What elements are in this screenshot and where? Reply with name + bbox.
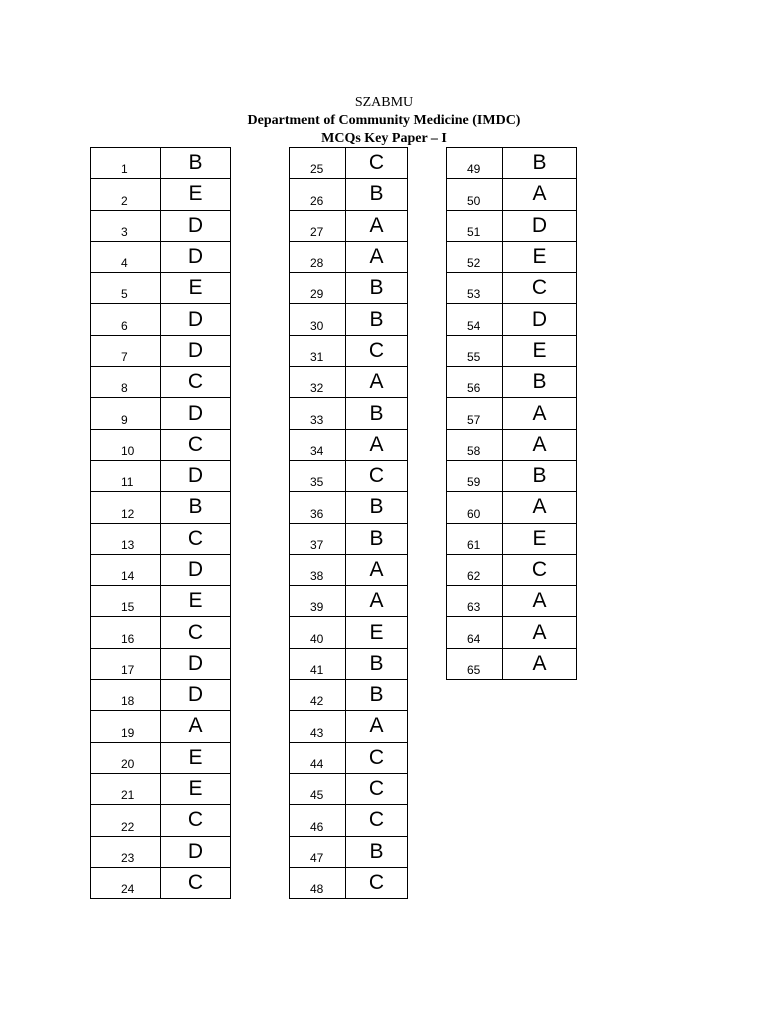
answer-letter: D [161,398,231,429]
answer-letter: B [161,492,231,523]
answer-letter: C [346,148,408,179]
question-number: 52 [447,241,503,272]
answer-letter: C [161,523,231,554]
answer-letter: B [346,836,408,867]
answer-letter: A [346,241,408,272]
answer-letter: D [503,304,577,335]
answer-letter: E [503,335,577,366]
answer-row [447,367,577,398]
answer-letter: C [346,742,408,773]
question-number: 43 [290,711,346,742]
answer-letter: E [161,179,231,210]
department-name: Department of Community Medicine (IMDC) [247,113,521,128]
answer-letter: B [503,460,577,491]
answer-row [91,711,231,742]
question-number: 30 [290,304,346,335]
answer-letter: D [161,241,231,272]
question-number: 60 [447,492,503,523]
answer-row [91,554,231,585]
answer-row [290,148,408,179]
answer-row [91,335,231,366]
answer-letter: C [346,805,408,836]
answer-row [91,523,231,554]
question-number: 35 [290,460,346,491]
question-number: 15 [91,586,161,617]
answer-row [290,554,408,585]
question-number: 17 [91,648,161,679]
answer-letter: A [503,398,577,429]
question-number: 10 [91,429,161,460]
answer-row [91,805,231,836]
question-number: 42 [290,680,346,711]
question-number: 63 [447,586,503,617]
answer-row [290,492,408,523]
answer-row [447,554,577,585]
document-header [0,94,768,148]
institution-name: SZABMU [354,95,414,110]
question-number: 44 [290,742,346,773]
answer-row [91,648,231,679]
question-number: 9 [91,398,161,429]
answer-row [290,304,408,335]
question-number: 54 [447,304,503,335]
answer-letter: B [346,398,408,429]
answer-letter: A [503,492,577,523]
question-number: 22 [91,805,161,836]
answer-letter: E [161,742,231,773]
answer-row [91,241,231,272]
answer-letter: B [346,273,408,304]
question-number: 61 [447,523,503,554]
question-number: 18 [91,680,161,711]
answer-key-table-1 [90,147,231,899]
answer-row [91,429,231,460]
answer-letter: B [346,680,408,711]
question-number: 11 [91,460,161,491]
answer-row [91,273,231,304]
answer-row [290,836,408,867]
answer-row [91,836,231,867]
answer-letter: D [161,648,231,679]
answer-letter: E [161,586,231,617]
answer-row [447,429,577,460]
question-number: 2 [91,179,161,210]
question-number: 14 [91,554,161,585]
question-number: 34 [290,429,346,460]
question-number: 6 [91,304,161,335]
answer-letter: C [346,460,408,491]
question-number: 31 [290,335,346,366]
question-number: 7 [91,335,161,366]
question-number: 23 [91,836,161,867]
answer-letter: C [161,429,231,460]
answer-row [447,617,577,648]
answer-letter: B [346,304,408,335]
answer-row [290,335,408,366]
answer-letter: E [503,241,577,272]
question-number: 41 [290,648,346,679]
answer-row [91,460,231,491]
question-number: 25 [290,148,346,179]
question-number: 3 [91,210,161,241]
answer-letter: E [346,617,408,648]
answer-letter: C [503,273,577,304]
answer-row [290,210,408,241]
answer-letter: B [346,179,408,210]
answer-letter: C [346,773,408,804]
question-number: 56 [447,367,503,398]
question-number: 38 [290,554,346,585]
question-number: 5 [91,273,161,304]
answer-letter: A [503,648,577,679]
answer-row [447,492,577,523]
answer-letter: A [346,554,408,585]
answer-letter: A [346,586,408,617]
answer-row [91,179,231,210]
answer-letter: D [161,680,231,711]
answer-row [447,148,577,179]
answer-row [290,617,408,648]
answer-letter: C [161,367,231,398]
answer-row [290,273,408,304]
answer-row [290,429,408,460]
answer-letter: B [503,367,577,398]
question-number: 40 [290,617,346,648]
answer-row [447,241,577,272]
question-number: 46 [290,805,346,836]
question-number: 12 [91,492,161,523]
answer-letter: A [503,179,577,210]
answer-row [91,773,231,804]
answer-row [447,586,577,617]
answer-row [447,335,577,366]
question-number: 62 [447,554,503,585]
question-number: 19 [91,711,161,742]
answer-letter: A [346,429,408,460]
question-number: 8 [91,367,161,398]
answer-row [290,648,408,679]
answer-row [91,680,231,711]
question-number: 64 [447,617,503,648]
answer-row [290,179,408,210]
answer-letter: B [346,492,408,523]
question-number: 4 [91,241,161,272]
answer-letter: C [161,867,231,898]
answer-row [91,398,231,429]
answer-row [91,148,231,179]
question-number: 24 [91,867,161,898]
question-number: 53 [447,273,503,304]
question-number: 26 [290,179,346,210]
paper-title: MCQs Key Paper – I [321,131,447,146]
answer-letter: C [346,867,408,898]
answer-letter: A [503,617,577,648]
answer-letter: D [161,460,231,491]
answer-letter: C [161,805,231,836]
answer-row [91,304,231,335]
answer-letter: A [161,711,231,742]
answer-key-table-3 [446,147,577,680]
answer-letter: A [346,367,408,398]
question-number: 47 [290,836,346,867]
answer-row [290,867,408,898]
answer-letter: E [161,273,231,304]
answer-row [290,805,408,836]
answer-letter: D [161,210,231,241]
answer-letter: B [346,523,408,554]
answer-row [447,648,577,679]
question-number: 51 [447,210,503,241]
answer-letter: E [161,773,231,804]
answer-letter: A [503,429,577,460]
answer-row [91,617,231,648]
question-number: 13 [91,523,161,554]
answer-letter: B [346,648,408,679]
answer-row [91,492,231,523]
question-number: 28 [290,241,346,272]
question-number: 29 [290,273,346,304]
answer-letter: E [503,523,577,554]
question-number: 48 [290,867,346,898]
answer-row [447,304,577,335]
answer-row [447,460,577,491]
question-number: 16 [91,617,161,648]
answer-row [290,586,408,617]
answer-row [290,367,408,398]
answer-row [290,711,408,742]
answer-letter: C [503,554,577,585]
answer-letter: D [161,304,231,335]
answer-letter: B [503,148,577,179]
answer-row [91,367,231,398]
answer-letter: B [161,148,231,179]
answer-row [290,523,408,554]
answer-letter: D [161,335,231,366]
answer-row [91,210,231,241]
answer-row [290,460,408,491]
question-number: 50 [447,179,503,210]
answer-letter: C [161,617,231,648]
answer-row [447,179,577,210]
answer-row [91,867,231,898]
question-number: 27 [290,210,346,241]
answer-letter: D [503,210,577,241]
question-number: 58 [447,429,503,460]
answer-row [91,586,231,617]
answer-row [447,273,577,304]
question-number: 65 [447,648,503,679]
question-number: 39 [290,586,346,617]
answer-letter: D [161,836,231,867]
answer-letter: D [161,554,231,585]
answer-key-table-2 [289,147,408,899]
question-number: 33 [290,398,346,429]
answer-row [91,742,231,773]
question-number: 21 [91,773,161,804]
answer-row [447,210,577,241]
answer-row [447,398,577,429]
question-number: 55 [447,335,503,366]
answer-row [290,773,408,804]
answer-row [447,523,577,554]
answer-letter: A [346,210,408,241]
question-number: 1 [91,148,161,179]
question-number: 37 [290,523,346,554]
answer-row [290,742,408,773]
answer-letter: A [503,586,577,617]
answer-letter: A [346,711,408,742]
answer-row [290,680,408,711]
answer-row [290,241,408,272]
answer-letter: C [346,335,408,366]
question-number: 20 [91,742,161,773]
question-number: 57 [447,398,503,429]
answer-row [290,398,408,429]
question-number: 32 [290,367,346,398]
question-number: 59 [447,460,503,491]
question-number: 36 [290,492,346,523]
question-number: 45 [290,773,346,804]
question-number: 49 [447,148,503,179]
